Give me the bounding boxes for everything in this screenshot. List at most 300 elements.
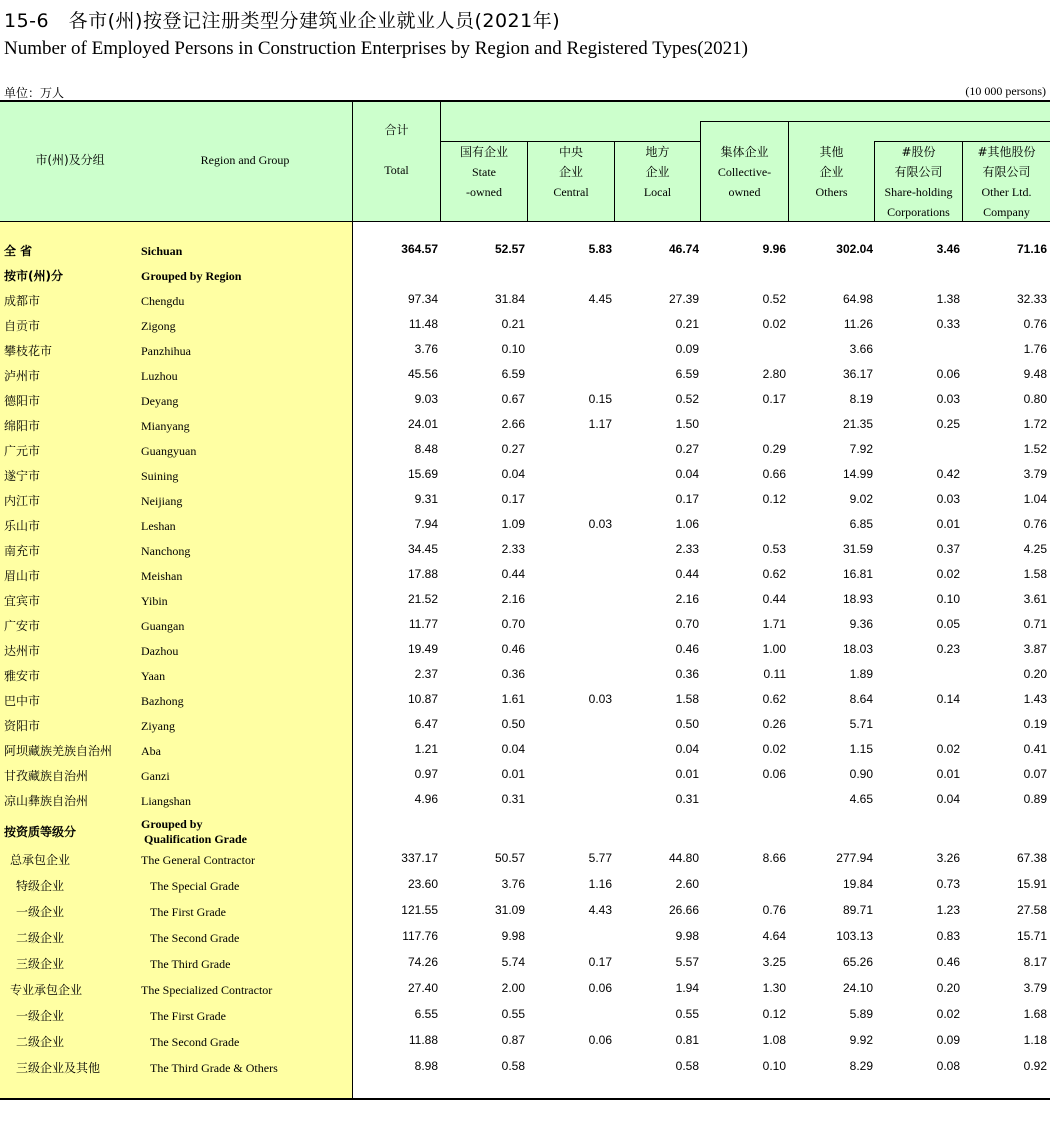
table-row (0, 342, 1050, 367)
cell-value: 0.67 (501, 392, 525, 406)
row-label-cn: 宜宾市 (4, 594, 41, 608)
table-row (0, 492, 1050, 517)
row-label-cn: 巴中市 (4, 694, 41, 708)
cell-value: 74.26 (407, 955, 438, 969)
cell-value: 8.19 (849, 392, 873, 406)
table-row (0, 692, 1050, 717)
cell-value: 8.17 (1023, 955, 1047, 969)
cell-value: 1.09 (501, 517, 525, 531)
cell-value: 117.76 (402, 929, 438, 943)
cell-value: 0.04 (936, 792, 960, 806)
cell-value: 2.33 (675, 542, 699, 556)
cell-value: 0.03 (936, 392, 960, 406)
cell-value: 3.46 (936, 242, 960, 256)
cell-value: 0.71 (1023, 617, 1047, 631)
row-label-en: Zigong (141, 319, 176, 333)
cell-value: 8.64 (849, 692, 873, 706)
row-label-cn: 总承包企业 (10, 853, 71, 867)
cell-value: 0.41 (1023, 742, 1047, 756)
row-label-cn: 眉山市 (4, 569, 41, 583)
cell-value: 3.87 (1023, 642, 1047, 656)
cell-value: 24.01 (407, 417, 438, 431)
row-label-en: Deyang (141, 394, 179, 408)
cell-value: 1.38 (936, 292, 960, 306)
cell-value: 11.26 (843, 317, 873, 331)
row-label-cn: 特级企业 (16, 879, 65, 893)
cell-value: 0.04 (675, 742, 699, 756)
cell-value: 16.81 (842, 567, 873, 581)
table-row (0, 242, 1050, 267)
row-label-en: The Second Grade (150, 931, 240, 945)
cell-value: 0.17 (501, 492, 525, 506)
cell-value: 17.88 (407, 567, 438, 581)
cell-value: 0.80 (1023, 392, 1047, 406)
cell-value: 0.50 (501, 717, 525, 731)
row-label-cn: 二级企业 (16, 931, 65, 945)
cell-value: 64.98 (842, 292, 873, 306)
cell-value: 0.02 (936, 1007, 960, 1021)
cell-value: 0.53 (762, 542, 786, 556)
header-region-cn: 市(州)及分组 (35, 153, 105, 167)
cell-value: 11.77 (408, 617, 438, 631)
table-row (0, 417, 1050, 442)
row-label-cn: 达州市 (4, 644, 41, 658)
cell-value: 0.01 (936, 767, 960, 781)
table-row (0, 292, 1050, 317)
others-group-rule (700, 121, 1050, 122)
cell-value: 337.17 (401, 851, 438, 865)
row-label-en: Meishan (141, 569, 183, 583)
cell-value: 0.81 (675, 1033, 699, 1047)
cell-value: 26.66 (668, 903, 699, 917)
cell-value: 89.71 (842, 903, 873, 917)
cell-value: 5.89 (849, 1007, 873, 1021)
row-label-en: The General Contractor (141, 853, 255, 867)
cell-value: 23.60 (407, 877, 438, 891)
cell-value: 8.48 (414, 442, 438, 456)
cell-value: 3.66 (849, 342, 873, 356)
cell-value: 0.46 (501, 642, 525, 656)
cell-value: 67.38 (1016, 851, 1047, 865)
row-label-cn: 成都市 (4, 294, 41, 308)
row-label-cn: 自贡市 (4, 319, 41, 333)
header-total: 合计 Total (384, 123, 409, 177)
table-row (0, 542, 1050, 567)
cell-value: 0.83 (936, 929, 960, 943)
cell-value: 0.58 (501, 1059, 525, 1073)
row-label-en: Bazhong (141, 694, 184, 708)
cell-value: 0.06 (762, 767, 786, 781)
cell-value: 1.04 (1023, 492, 1047, 506)
cell-value: 5.74 (501, 955, 525, 969)
cell-value: 6.59 (675, 367, 699, 381)
cell-value: 2.80 (762, 367, 786, 381)
row-label-en: The Third Grade & Others (150, 1061, 278, 1075)
row-label-cn: 资阳市 (4, 719, 41, 733)
cell-value: 0.03 (936, 492, 960, 506)
cell-value: 45.56 (407, 367, 438, 381)
table-row (0, 642, 1050, 667)
cell-value: 1.17 (588, 417, 612, 431)
row-label-en: Leshan (141, 519, 176, 533)
cell-value: 0.52 (762, 292, 786, 306)
cell-value: 1.30 (762, 981, 786, 995)
cell-value: 1.43 (1023, 692, 1047, 706)
cell-value: 2.66 (501, 417, 525, 431)
cell-value: 9.98 (675, 929, 699, 943)
row-label-en: Panzhihua (141, 344, 191, 358)
row-label-cn: 甘孜藏族自治州 (4, 769, 89, 783)
cell-value: 1.15 (849, 742, 873, 756)
row-label-cn: 阿坝藏族羌族自治州 (4, 744, 113, 758)
cell-value: 1.58 (1023, 567, 1047, 581)
cell-value: 0.70 (501, 617, 525, 631)
row-label-en: Luzhou (141, 369, 178, 383)
unit-label-cn: 单位：万人 (4, 86, 65, 100)
cell-value: 0.20 (936, 981, 960, 995)
row-label-en: Ziyang (141, 719, 175, 733)
cell-value: 0.55 (675, 1007, 699, 1021)
cell-value: 0.46 (936, 955, 960, 969)
table-title-cn: 15-6 各市(州)按登记注册类型分建筑业企业就业人员(2021年) (4, 10, 561, 32)
row-label-en: The First Grade (150, 1009, 226, 1023)
cell-value: 0.02 (762, 317, 786, 331)
cell-value: 0.76 (1023, 517, 1047, 531)
cell-value: 31.59 (842, 542, 873, 556)
row-label-en: Dazhou (141, 644, 179, 658)
cell-value: 0.01 (501, 767, 525, 781)
row-label-cn: 遂宁市 (4, 469, 41, 483)
cell-value: 1.72 (1023, 417, 1047, 431)
cell-value: 0.01 (936, 517, 960, 531)
table-row (0, 929, 1050, 954)
cell-value: 0.70 (675, 617, 699, 631)
cell-value: 7.92 (849, 442, 873, 456)
cell-value: 0.10 (501, 342, 525, 356)
top-rule (0, 100, 1050, 102)
cell-value: 0.03 (588, 517, 612, 531)
row-label-en: Guangan (141, 619, 185, 633)
cell-value: 121.55 (401, 903, 438, 917)
table-row (0, 467, 1050, 492)
table-row (0, 792, 1050, 817)
cell-value: 1.18 (1023, 1033, 1047, 1047)
table-row (0, 981, 1050, 1006)
cell-value: 31.84 (494, 292, 525, 306)
cell-value: 1.68 (1023, 1007, 1047, 1021)
table-row (0, 851, 1050, 876)
header-share-holding: #股份 有限公司 Share-holding Corporations (884, 145, 953, 219)
row-label-cn: 一级企业 (16, 1009, 65, 1023)
cell-value: 0.15 (588, 392, 612, 406)
cell-value: 4.65 (849, 792, 873, 806)
cell-value: 0.90 (849, 767, 873, 781)
cell-value: 1.23 (936, 903, 960, 917)
cell-value: 14.99 (842, 467, 873, 481)
cell-value: 0.26 (762, 717, 786, 731)
row-label-cn: 广元市 (4, 444, 41, 458)
cell-value: 0.76 (1023, 317, 1047, 331)
cell-value: 5.71 (849, 717, 873, 731)
cell-value: 2.16 (675, 592, 699, 606)
cell-value: 0.42 (936, 467, 960, 481)
row-label-cn: 全 省 (4, 244, 33, 258)
table-row (0, 617, 1050, 642)
row-label-en: The Third Grade (150, 957, 231, 971)
row-label-cn: 攀枝花市 (4, 344, 53, 358)
table-row (0, 767, 1050, 792)
cell-value: 364.57 (401, 242, 438, 256)
cell-value: 0.11 (763, 667, 786, 681)
cell-value: 1.50 (675, 417, 699, 431)
cell-value: 0.31 (675, 792, 699, 806)
cell-value: 0.37 (936, 542, 960, 556)
row-label-en: Nanchong (141, 544, 191, 558)
cell-value: 0.27 (501, 442, 525, 456)
cell-value: 0.17 (675, 492, 699, 506)
row-label-cn: 绵阳市 (4, 419, 41, 433)
cell-value: 0.04 (501, 467, 525, 481)
header-region-en: Region and Group (200, 153, 290, 167)
table-row (0, 267, 1050, 292)
table-row (0, 317, 1050, 342)
cell-value: 1.06 (675, 517, 699, 531)
cell-value: 0.97 (414, 767, 438, 781)
cell-value: 0.44 (675, 567, 699, 581)
row-label-cn: 三级企业 (16, 957, 65, 971)
table-row (0, 815, 1050, 846)
cell-value: 15.69 (407, 467, 438, 481)
cell-value: 3.61 (1023, 592, 1047, 606)
cell-value: 0.55 (501, 1007, 525, 1021)
cell-value: 2.00 (501, 981, 525, 995)
cell-value: 44.80 (668, 851, 699, 865)
cell-value: 2.60 (675, 877, 699, 891)
row-label-cn: 广安市 (4, 619, 41, 633)
row-label-en: Ganzi (141, 769, 170, 783)
cell-value: 0.89 (1023, 792, 1047, 806)
cell-value: 1.52 (1023, 442, 1047, 456)
cell-value: 15.91 (1016, 877, 1047, 891)
row-label-en: Chengdu (141, 294, 185, 308)
cell-value: 0.44 (501, 567, 525, 581)
cell-value: 277.94 (836, 851, 873, 865)
cell-value: 34.45 (407, 542, 438, 556)
cell-value: 0.58 (675, 1059, 699, 1073)
cell-value: 5.57 (675, 955, 699, 969)
cell-value: 15.71 (1016, 929, 1047, 943)
cell-value: 0.12 (762, 1007, 786, 1021)
cell-value: 9.92 (849, 1033, 873, 1047)
cell-value: 1.89 (849, 667, 873, 681)
header-collective: 集体企业 Collective- owned (717, 145, 772, 199)
cell-value: 0.21 (675, 317, 699, 331)
cell-value: 8.29 (849, 1059, 873, 1073)
row-label-en: Mianyang (141, 419, 190, 433)
cell-value: 6.59 (501, 367, 525, 381)
table-row (0, 1033, 1050, 1058)
row-label-en: Grouped by (141, 817, 203, 831)
cell-value: 0.04 (501, 742, 525, 756)
cell-value: 5.77 (588, 851, 612, 865)
cell-value: 9.31 (414, 492, 438, 506)
row-label-en: Yaan (141, 669, 166, 683)
cell-value: 0.21 (501, 317, 525, 331)
cell-value: 9.48 (1023, 367, 1047, 381)
cell-value: 36.17 (842, 367, 873, 381)
cell-value: 8.98 (414, 1059, 438, 1073)
cell-value: 32.33 (1016, 292, 1047, 306)
header-state-owned: 国有企业 State -owned (459, 145, 508, 199)
cell-value: 97.34 (407, 292, 438, 306)
cell-value: 5.83 (588, 242, 612, 256)
table-row (0, 955, 1050, 980)
cell-value: 0.62 (762, 567, 786, 581)
cell-value: 65.26 (842, 955, 873, 969)
header-local: 地方 企业 Local (643, 145, 672, 199)
cell-value: 1.21 (414, 742, 438, 756)
cell-value: 0.02 (936, 567, 960, 581)
row-label-cn: 乐山市 (4, 519, 41, 533)
row-label-cn: 德阳市 (4, 394, 41, 408)
cell-value: 3.79 (1023, 981, 1047, 995)
cell-value: 0.33 (936, 317, 960, 331)
cell-value: 0.52 (675, 392, 699, 406)
row-label-cn: 内江市 (4, 494, 41, 508)
table-row (0, 903, 1050, 928)
cell-value: 0.76 (762, 903, 786, 917)
row-label-cn: 泸州市 (4, 369, 41, 383)
cell-value: 18.93 (842, 592, 873, 606)
table-row (0, 742, 1050, 767)
cell-value: 0.46 (675, 642, 699, 656)
cell-value: 18.03 (842, 642, 873, 656)
cell-value: 27.40 (407, 981, 438, 995)
cell-value: 27.58 (1016, 903, 1047, 917)
cell-value: 9.02 (849, 492, 873, 506)
cell-value: 1.61 (501, 692, 525, 706)
cell-value: 0.44 (762, 592, 786, 606)
cell-value: 9.98 (501, 929, 525, 943)
cell-value: 0.50 (675, 717, 699, 731)
cell-value: 71.16 (1016, 242, 1047, 256)
cell-value: 1.16 (588, 877, 612, 891)
cell-value: 0.12 (762, 492, 786, 506)
cell-value: 0.36 (501, 667, 525, 681)
cell-value: 21.52 (407, 592, 438, 606)
cell-value: 0.10 (762, 1059, 786, 1073)
cell-value: 0.87 (501, 1033, 525, 1047)
cell-value: 1.71 (762, 617, 786, 631)
cell-value: 302.04 (836, 242, 873, 256)
cell-value: 19.84 (842, 877, 873, 891)
cell-value: 0.29 (762, 442, 786, 456)
cell-value: 0.02 (762, 742, 786, 756)
cell-value: 0.17 (588, 955, 612, 969)
cell-value: 0.36 (675, 667, 699, 681)
cell-value: 103.13 (836, 929, 873, 943)
cell-value: 19.49 (407, 642, 438, 656)
header-other-ltd: #其他股份 有限公司 Other Ltd. Company (977, 145, 1036, 219)
row-label-en: The Second Grade (150, 1035, 240, 1049)
table-row (0, 592, 1050, 617)
unit-label-en: (10 000 persons) (965, 84, 1046, 98)
cell-value: 1.94 (675, 981, 699, 995)
table-row (0, 567, 1050, 592)
row-label-en: The Specialized Contractor (141, 983, 273, 997)
table-row (0, 717, 1050, 742)
cell-value: 0.20 (1023, 667, 1047, 681)
cell-value: 6.85 (849, 517, 873, 531)
cell-value: 6.47 (414, 717, 438, 731)
cell-value: 3.76 (501, 877, 525, 891)
cell-value: 4.45 (588, 292, 612, 306)
cell-value: 2.37 (414, 667, 438, 681)
row-label-cn: 按资质等级分 (4, 825, 77, 839)
cell-value: 0.06 (588, 981, 612, 995)
cell-value: 0.06 (588, 1033, 612, 1047)
table-row (0, 517, 1050, 542)
cell-value: 3.76 (414, 342, 438, 356)
row-label-cn: 凉山彝族自治州 (4, 794, 89, 808)
row-label-cn: 南充市 (4, 544, 41, 558)
cell-value: 4.25 (1023, 542, 1047, 556)
row-label-en: Aba (141, 744, 161, 758)
cell-value: 0.92 (1023, 1059, 1047, 1073)
table-title-en: Number of Employed Persons in Construction Enterprises by Region and Registered Types(2021) (4, 38, 748, 59)
cell-value: 6.55 (414, 1007, 438, 1021)
cell-value: 0.73 (936, 877, 960, 891)
row-label-en: Guangyuan (141, 444, 197, 458)
cell-value: 9.03 (414, 392, 438, 406)
cell-value: 0.07 (1023, 767, 1047, 781)
table-row (0, 1059, 1050, 1084)
cell-value: 2.16 (501, 592, 525, 606)
row-label-en-line2: Qualification Grade (144, 832, 247, 846)
cell-value: 27.39 (668, 292, 699, 306)
row-label-en: The Special Grade (150, 879, 240, 893)
table-row (0, 367, 1050, 392)
row-label-en: Yibin (141, 594, 168, 608)
cell-value: 46.74 (668, 242, 699, 256)
cell-value: 9.36 (849, 617, 873, 631)
cell-value: 52.57 (494, 242, 525, 256)
cell-value: 0.03 (588, 692, 612, 706)
row-label-en: Suining (141, 469, 179, 483)
cell-value: 0.17 (762, 392, 786, 406)
row-label-en: Liangshan (141, 794, 191, 808)
cell-value: 4.96 (414, 792, 438, 806)
cell-value: 3.25 (762, 955, 786, 969)
row-label-cn: 雅安市 (4, 669, 41, 683)
bottom-rule (0, 1098, 1050, 1100)
table-row (0, 877, 1050, 902)
cell-value: 11.88 (408, 1033, 438, 1047)
table-row (0, 667, 1050, 692)
table-row (0, 392, 1050, 417)
cell-value: 0.14 (936, 692, 960, 706)
cell-value: 0.06 (936, 367, 960, 381)
row-label-cn: 按市(州)分 (4, 269, 63, 283)
cell-value: 1.58 (675, 692, 699, 706)
cell-value: 0.09 (675, 342, 699, 356)
row-label-en: Grouped by Region (141, 269, 242, 283)
row-label-cn: 三级企业及其他 (16, 1061, 101, 1075)
cell-value: 0.62 (762, 692, 786, 706)
cell-value: 0.02 (936, 742, 960, 756)
header-others: 其他 企业 Others (815, 145, 848, 199)
cell-value: 21.35 (842, 417, 873, 431)
